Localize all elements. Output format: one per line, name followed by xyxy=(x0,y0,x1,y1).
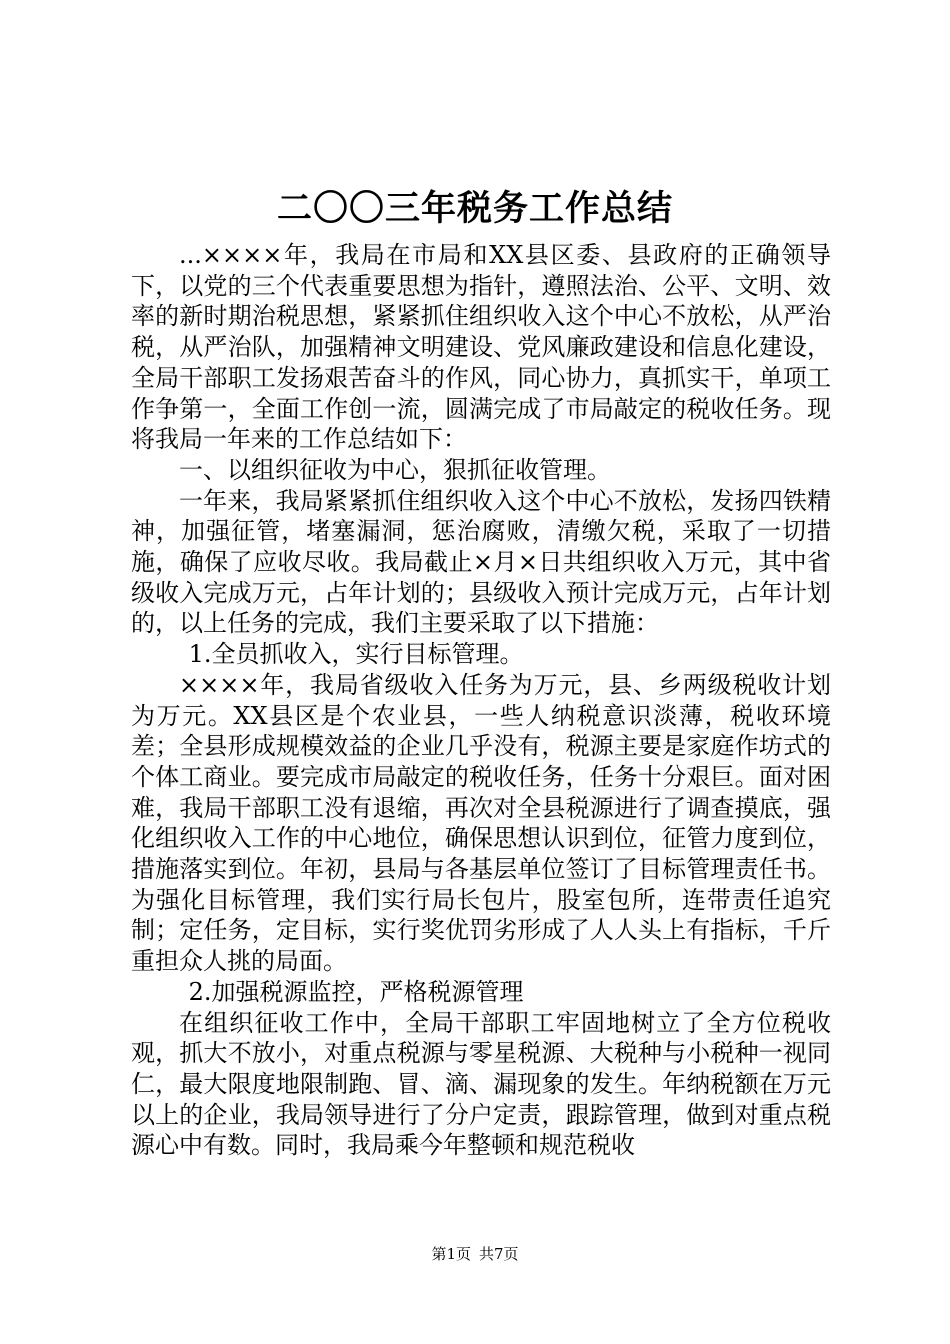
document-body xyxy=(131,240,831,1161)
subheading-1: 1.全员抓收入，实行目标管理。 xyxy=(188,640,524,669)
paragraph-sub-1: ××××年，我局省级收入任务为万元，县、乡两级税收计划为万元。XX县区是个农业县，一些人纳税意识淡薄，税收环境差；全县形成规模效益的企业几乎没有，税源主要是家庭作坊式的个体工商业。要完成市局敲定的税收任务，任务十分艰巨。面对困难，我局干部职工没有退缩，再次对全县税源进行了调查摸底，强化组织收入工作的中心地位，确保思想认识到位，征管力度到位，措施落实到位。年初，县局与各基层单位签订了目标管理责任书。为强化目标管理，我们实行局长包片，股室包所，连带责任追究制；定任务，定目标，实行奖优罚劣形成了人人头上有指标，千斤重担众人挑的局面。 xyxy=(131,670,831,976)
section-heading-1: 一、以组织征收为中心，狠抓征收管理。 xyxy=(179,455,611,484)
page-number: 第1页 xyxy=(431,1245,471,1263)
page-total: 共7页 xyxy=(479,1245,519,1263)
paragraph-sub-2: 在组织征收工作中，全局干部职工牢固地树立了全方位税收观，抓大不放小，对重点税源与零星税源、大税种与小税种一视同仁，最大限度地限制跑、冒、滴、漏现象的发生。年纳税额在万元以上的企业，我局领导进行了分户定责，跟踪管理，做到对重点税源心中有数。同时，我局乘今年整顿和规范税收 xyxy=(131,1008,831,1160)
paragraph-section-1: 一年来，我局紧紧抓住组织收入这个中心不放松，发扬四铁精神，加强征管，堵塞漏洞，惩治腐败，清缴欠税，采取了一切措施，确保了应收尽收。我局截止×月×日共组织收入万元，其中省级收入完成万元，占年计划的；县级收入预计完成万元，占年计划的，以上任务的完成，我们主要采取了以下措施： xyxy=(131,486,831,638)
subheading-2: 2.加强税源监控，严格税源管理 xyxy=(188,977,524,1006)
page-footer xyxy=(0,1244,950,1264)
paragraph-intro: ...××××年，我局在市局和XX县区委、县政府的正确领导下，以党的三个代表重要思想为指针，遵照法治、公平、文明、效率的新时期治税思想，紧紧抓住组织收入这个中心不放松，从严治税，从严治队，加强精神文明建设、党风廉政建设和信息化建设，全局干部职工发扬艰苦奋斗的作风，同心协力，真抓实干，单项工作争第一，全面工作创一流，圆满完成了市局敲定的税收任务。现将我局一年来的工作总结如下： xyxy=(131,241,831,454)
document-title: 二〇〇三年税务工作总结 xyxy=(276,188,673,229)
